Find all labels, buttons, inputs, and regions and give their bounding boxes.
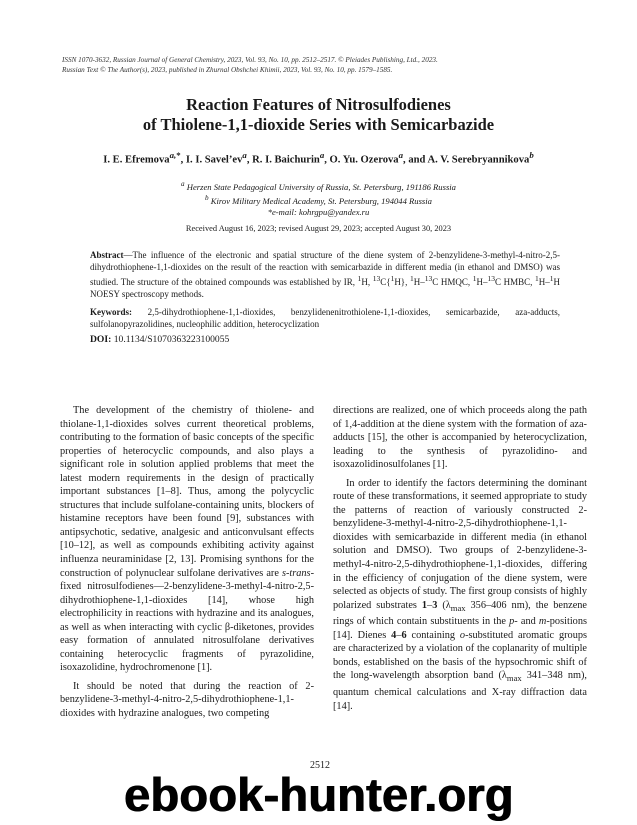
abstract-text: C HMQC,	[432, 277, 473, 287]
paragraph-text: 356–406 nm), the benzene rings of which contain substituents in the	[333, 599, 587, 628]
abstract-text: H},	[394, 277, 411, 287]
author-name: , I. I. Savel’ev	[180, 154, 243, 166]
article-title	[40, 95, 597, 135]
affil-mark: b	[205, 193, 209, 202]
left-column	[60, 404, 314, 726]
affiliations	[60, 179, 577, 218]
author-affil-mark: a	[319, 150, 325, 160]
author-affil-mark: a,	[169, 150, 177, 160]
paragraph-text: The development of the chemistry of thiolene- and thiolane-1,1-dioxides solves current theoretical problems, contributing to the formation of basic concepts of the specific properties of heterocyclic compounds, and also plays a significant role in solution applied problems that meet the latest modern requirements in the design of practically important substances [1–8]. Thus, among the polycyclic structures that include sulfolane-containing units, blockers of histamine receptors have been found [9], substances with antipsychotic, sedative, analgesic and anticonvulsant effects [10–12], as well as compounds exhibiting activity against influenza neuraminidase [2, 13]. Promising synthons for the construction of polynuclear sulfolane derivatives are	[60, 405, 314, 579]
abstract-label: Abstract	[90, 250, 124, 260]
paragraph-text: –	[427, 599, 433, 611]
italic-term: p	[509, 616, 515, 628]
journal-header	[62, 55, 582, 75]
header-line-1: ISSN 1070-3632, Russian Journal of General Chemistry, 2023, Vol. 93, No. 10, pp. 2512–2517. © Pleiades Publishing, Ltd., 2023.	[62, 56, 438, 64]
compound-number: 4	[391, 629, 397, 641]
isotope-sup: 13	[372, 274, 381, 283]
abstract	[90, 249, 560, 300]
paragraph	[60, 404, 314, 675]
abstract-text: H NOESY spectroscopy methods.	[90, 277, 561, 299]
abstract-text: C{	[380, 277, 391, 287]
affil-text: Herzen State Pedagogical University of Russia, St. Petersburg, 191186 Russia	[184, 181, 456, 192]
title-line-2: of Thiolene-1,1-dioxide Series with Semicarbazide	[142, 115, 495, 134]
abstract-text: H–	[413, 277, 425, 287]
isotope-sup: 1	[535, 274, 539, 283]
isotope-sup: 1	[410, 274, 414, 283]
paragraph-text: In order to identify the factors determining the dominant route of these transformations, it seemed appropriate to study the patterns of reaction of variously constructed 2-benzylidene-3-methyl-4-nitro-2,5-dihydrothiophene-1,1-dioxides with semicarbazide in different media (in ethanol solution and DMSO). Two groups of 2-benzylidene-3-methyl-4-nitro-2,5-dihydrothiophene-1,1-dioxides, differing in the efficiency of conjugation of the diene system, were selected as objects of study. The first group consists of highly polarized substrates	[333, 477, 587, 611]
isotope-sup: 13	[487, 274, 496, 283]
isotope-sup: 13	[424, 274, 433, 283]
doi-link[interactable]: 10.1134/S1070363223100055	[111, 334, 230, 345]
received-dates: Received August 16, 2023; revised August 29, 2023; accepted August 30, 2023	[185, 224, 452, 233]
paragraph: It should be noted that during the reaction of 2-benzylidene-3-methyl-4-nitro-2,5-dihydrothiophene-1,1-dioxides with hydrazine analogues, two competing	[60, 680, 314, 720]
author-name: , O. Yu. Ozerova	[324, 154, 399, 166]
paragraph-text: containing	[406, 629, 460, 641]
italic-term: m	[538, 616, 547, 628]
compound-number: 1	[421, 599, 428, 611]
title-line-1: Reaction Features of Nitrosulfodienes	[186, 95, 451, 114]
keywords-label: Keywords:	[90, 307, 132, 317]
author-affil-mark: a	[398, 150, 404, 160]
author-list	[30, 150, 607, 166]
paragraph-text: –	[396, 629, 402, 641]
paragraph-text: -positions [14]. Dienes	[333, 616, 587, 641]
abstract-text: H–	[476, 277, 488, 287]
abstract-text: C HMBC,	[495, 277, 536, 287]
compound-number: 6	[401, 629, 407, 641]
paragraph	[333, 477, 587, 713]
author-name: , and A. V. Serebryannikova	[403, 154, 530, 166]
doi-label: DOI:	[90, 334, 112, 345]
subscript: max	[450, 602, 466, 613]
right-column	[333, 404, 587, 718]
header-line-2: Russian Text © The Author(s), 2023, published in Zhurnal Obshchei Khimii, 2023, Vol. 93, No. 10, pp. 1579–1585.	[62, 66, 393, 74]
author-affil-mark: a	[242, 150, 247, 160]
watermark: ebook-hunter.org	[123, 768, 514, 821]
keywords	[90, 306, 560, 330]
author-name: I. E. Efremova	[103, 154, 170, 166]
paragraph-text: -fixed nitrosulfodienes—2-benzylidene-3-methyl-4-nitro-2,5-dihydrothiophene-1,1-dioxides [14], whose high electrophilicity in reactions with hydrazine and its analogues, as well as when interacting with cyclic β-diketones, provides easy formation of annulated nitrosulfolane derivatives containing heterocyclic fragments of pyrazolidine, isoxazolidine, hydrochromenone [1].	[60, 567, 314, 674]
italic-term: s-trans	[281, 567, 311, 579]
affil-mark: a	[181, 180, 185, 188]
affiliation-a	[60, 179, 577, 193]
keywords-text: 2,5-dihydrothiophene-1,1-dioxides, benzylidenenitrothiolene-1,1-dioxides, semicarbazide, aza-adducts, sulfolanopyrazolidines, nucleophilic addition, heterocyclization	[90, 307, 560, 329]
compound-number: 3	[432, 599, 438, 611]
abstract-text: H–	[538, 277, 550, 287]
paragraph-text: 341–348 nm), quantum chemical calculations and X-ray diffraction data [14].	[333, 670, 587, 712]
page-number: 2512	[310, 760, 330, 771]
doi	[90, 334, 560, 345]
affil-text: Kirov Military Medical Academy, St. Petersburg, 194044 Russia	[208, 195, 432, 206]
contact-email: *e-mail: kohrgpu@yandex.ru	[267, 206, 370, 217]
author-name: , R. I. Baichurin	[246, 154, 320, 166]
author-affil-mark: b	[529, 150, 534, 160]
corresponding-mark: *	[176, 150, 181, 160]
abstract-text: —The influence of the electronic and spatial structure of the diene system of 2-benzylidene-3-methyl-4-nitro-2,5-dihydrothiophene-1,1-dioxides on the result of the reaction with semicarbazide in different media (in ethanol and DMSO) was studied. The structure of the obtained compounds was established by IR,	[90, 250, 560, 287]
paragraph: directions are realized, one of which proceeds along the path of 1,4-addition at the diene system with the formation of aza-adducts [15], the other is accompanied by heterocyclization, leading to the synthesis of pyrazolidino- and isoxazolidinosulfolanes [1].	[333, 405, 587, 471]
isotope-sup: 1	[357, 274, 362, 283]
affiliation-b	[60, 193, 577, 207]
subscript: max	[506, 673, 522, 684]
isotope-sup: 1	[390, 274, 395, 283]
italic-term: o	[459, 629, 466, 641]
isotope-sup: 1	[472, 274, 477, 283]
paragraph-text: -substituted aromatic groups are characterized by a violation of the coplanarity of multiple bonds, established on the basis of the hypsochromic shift of the long-wavelength absorption band (λ	[333, 629, 587, 682]
abstract-text: H,	[361, 277, 373, 287]
paragraph-text: (λ	[437, 599, 451, 611]
isotope-sup: 1	[549, 274, 554, 283]
paragraph-text: - and	[514, 616, 539, 628]
